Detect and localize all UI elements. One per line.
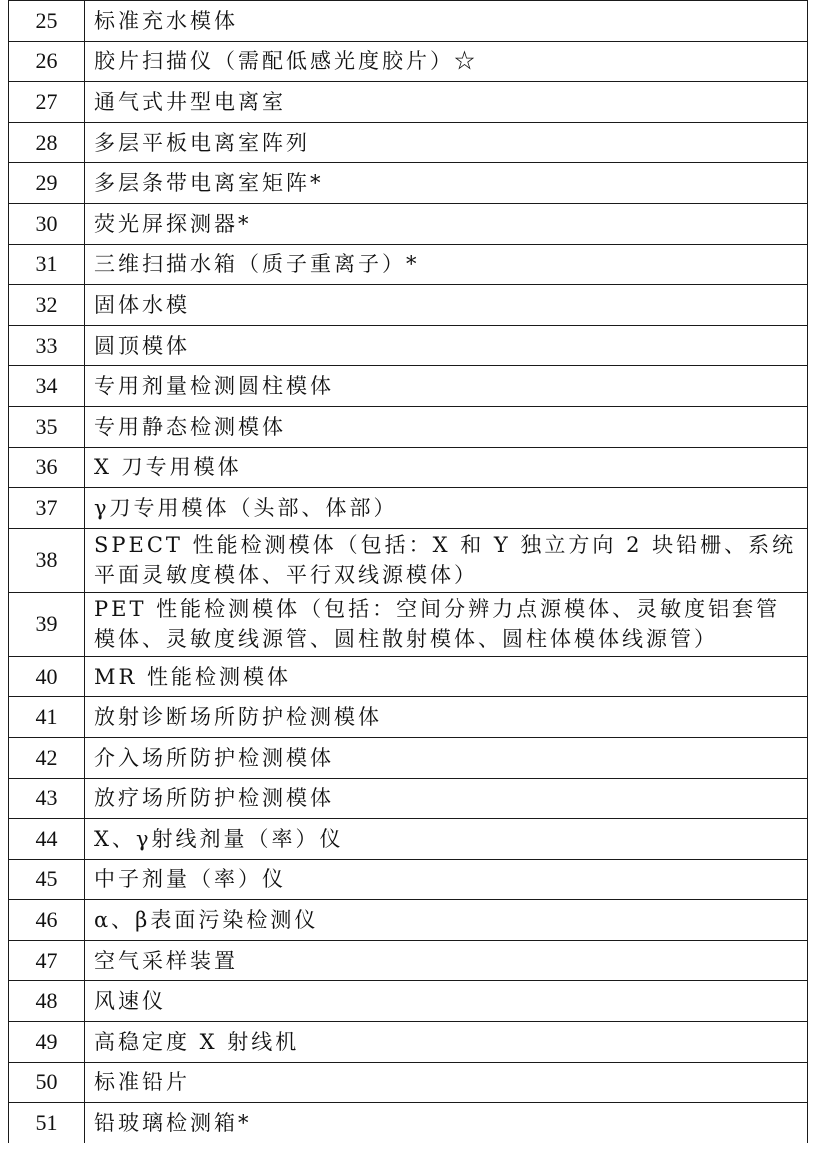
row-number: 51 — [9, 1103, 85, 1143]
equipment-name: X、γ射线剂量（率）仪 — [85, 819, 808, 860]
equipment-name: 通气式井型电离室 — [85, 82, 808, 123]
table-row — [9, 447, 808, 488]
table-row — [9, 592, 808, 656]
table-row — [9, 940, 808, 981]
table-row — [9, 163, 808, 204]
table-row — [9, 697, 808, 738]
table-row — [9, 778, 808, 819]
table-row — [9, 819, 808, 860]
equipment-name: 胶片扫描仪（需配低感光度胶片）☆ — [85, 41, 808, 82]
equipment-name: 铅玻璃检测箱* — [85, 1103, 808, 1143]
table-row — [9, 325, 808, 366]
row-number: 50 — [9, 1062, 85, 1103]
equipment-name: 三维扫描水箱（质子重离子）* — [85, 244, 808, 285]
equipment-name: α、β表面污染检测仪 — [85, 900, 808, 941]
row-number: 36 — [9, 447, 85, 488]
equipment-name: 多层平板电离室阵列 — [85, 122, 808, 163]
row-number: 29 — [9, 163, 85, 204]
equipment-name: 中子剂量（率）仪 — [85, 859, 808, 900]
table-row — [9, 900, 808, 941]
table-row — [9, 737, 808, 778]
equipment-name: 圆顶模体 — [85, 325, 808, 366]
table-row — [9, 366, 808, 407]
table-row — [9, 203, 808, 244]
row-number: 39 — [9, 592, 85, 656]
equipment-name: 多层条带电离室矩阵* — [85, 163, 808, 204]
table-row — [9, 488, 808, 529]
row-number: 27 — [9, 82, 85, 123]
equipment-name: 放疗场所防护检测模体 — [85, 778, 808, 819]
row-number: 35 — [9, 406, 85, 447]
equipment-name: 介入场所防护检测模体 — [85, 737, 808, 778]
table-row — [9, 406, 808, 447]
equipment-name: 专用剂量检测圆柱模体 — [85, 366, 808, 407]
equipment-name: 高稳定度 X 射线机 — [85, 1022, 808, 1063]
row-number: 46 — [9, 900, 85, 941]
row-number: 32 — [9, 285, 85, 326]
equipment-table-body — [9, 1, 808, 1143]
row-number: 40 — [9, 656, 85, 697]
equipment-name: SPECT 性能检测模体（包括：X 和 Y 独立方向 2 块铅栅、系统平面灵敏度模体、平行双线源模体） — [85, 528, 808, 592]
row-number: 47 — [9, 940, 85, 981]
table-row — [9, 82, 808, 123]
table-row — [9, 285, 808, 326]
row-number: 41 — [9, 697, 85, 738]
table-row — [9, 41, 808, 82]
row-number: 30 — [9, 203, 85, 244]
equipment-name: γ刀专用模体（头部、体部） — [85, 488, 808, 529]
row-number: 34 — [9, 366, 85, 407]
table-row — [9, 122, 808, 163]
equipment-name: PET 性能检测模体（包括：空间分辨力点源模体、灵敏度铝套管模体、灵敏度线源管、圆柱散射模体、圆柱体模体线源管） — [85, 592, 808, 656]
table-row — [9, 1103, 808, 1143]
row-number: 38 — [9, 528, 85, 592]
equipment-name: 荧光屏探测器* — [85, 203, 808, 244]
equipment-name: X 刀专用模体 — [85, 447, 808, 488]
row-number: 48 — [9, 981, 85, 1022]
table-row — [9, 1, 808, 42]
table-row — [9, 1062, 808, 1103]
equipment-name: 风速仪 — [85, 981, 808, 1022]
row-number: 44 — [9, 819, 85, 860]
row-number: 43 — [9, 778, 85, 819]
equipment-table — [8, 0, 808, 1143]
table-row — [9, 1022, 808, 1063]
table-row — [9, 981, 808, 1022]
equipment-name: 固体水模 — [85, 285, 808, 326]
row-number: 37 — [9, 488, 85, 529]
row-number: 28 — [9, 122, 85, 163]
row-number: 42 — [9, 737, 85, 778]
table-row — [9, 528, 808, 592]
row-number: 26 — [9, 41, 85, 82]
table-row — [9, 656, 808, 697]
row-number: 49 — [9, 1022, 85, 1063]
equipment-name: 标准充水模体 — [85, 1, 808, 42]
equipment-table-container — [8, 0, 807, 1143]
equipment-name: 专用静态检测模体 — [85, 406, 808, 447]
equipment-name: 空气采样装置 — [85, 940, 808, 981]
table-row — [9, 859, 808, 900]
equipment-name: 标准铅片 — [85, 1062, 808, 1103]
row-number: 33 — [9, 325, 85, 366]
row-number: 45 — [9, 859, 85, 900]
equipment-name: MR 性能检测模体 — [85, 656, 808, 697]
row-number: 25 — [9, 1, 85, 42]
row-number: 31 — [9, 244, 85, 285]
equipment-name: 放射诊断场所防护检测模体 — [85, 697, 808, 738]
table-row — [9, 244, 808, 285]
